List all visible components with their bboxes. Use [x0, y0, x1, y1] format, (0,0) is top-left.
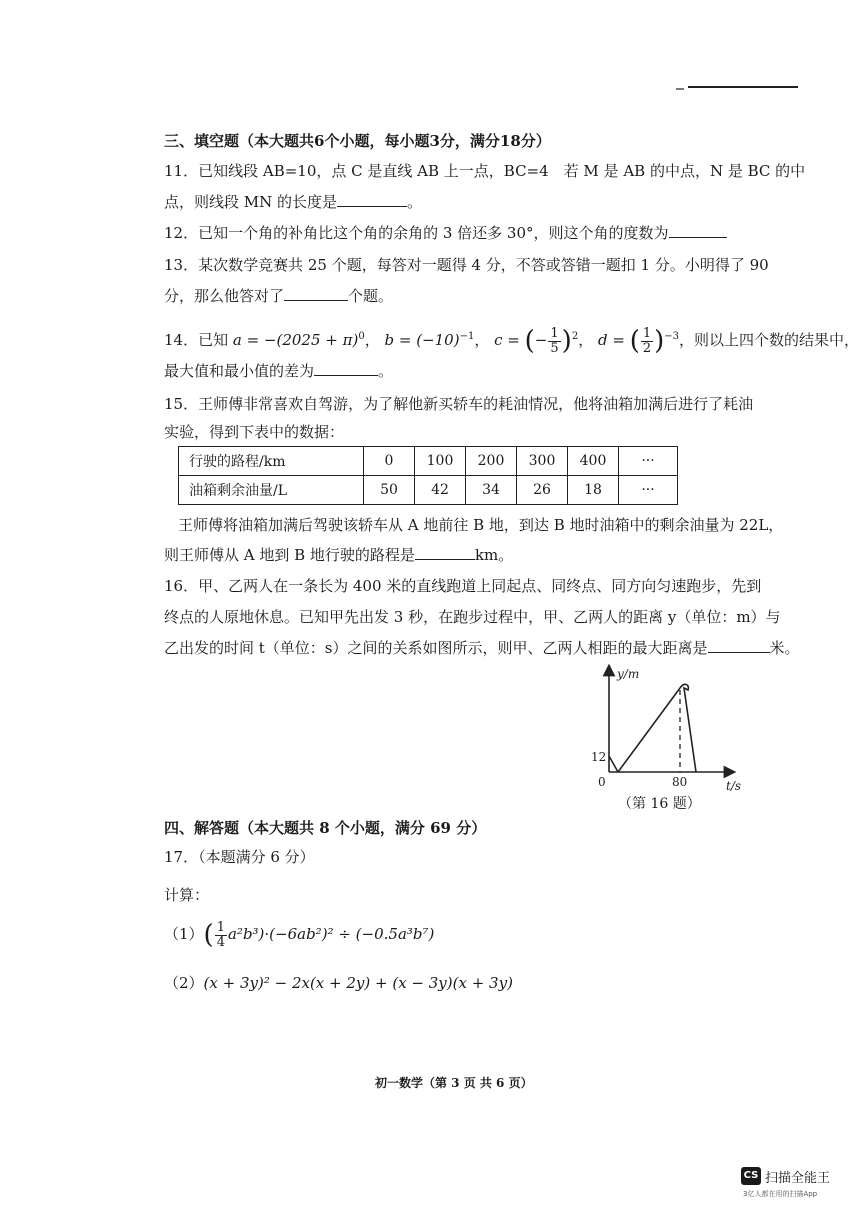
- q13-line2-end: 个题。: [348, 287, 394, 305]
- q15-data-table: [178, 446, 678, 505]
- q14-c-sign: −: [534, 331, 548, 349]
- q16-x-label: t/s: [726, 779, 742, 793]
- q17-part1-expression: a²b³)·(−6ab²)² ÷ (−0.5a³b⁷): [227, 925, 435, 943]
- q13-line1: 13．某次数学竞赛共 25 个题，每答对一题得 4 分，不答或答错一题扣 1 分。小明得了 90: [164, 256, 769, 274]
- q14-suffix: ，则以上四个数的结果中，: [679, 331, 860, 349]
- table-cell: ···: [619, 476, 678, 505]
- q11-line2-end: 。: [407, 193, 423, 211]
- q14-line2: [164, 360, 393, 382]
- table-cell: 26: [517, 476, 568, 505]
- q16-origin-label: 0: [598, 775, 606, 789]
- q12-answer-blank[interactable]: [669, 223, 727, 238]
- table-cell: 200: [466, 447, 517, 476]
- table-cell: 300: [517, 447, 568, 476]
- q14-c-lhs: c =: [494, 331, 520, 349]
- section3-title: 三、填空题（本大题共6个小题，每小题3分，满分18分）: [164, 132, 551, 150]
- table-cell: 18: [568, 476, 619, 505]
- q16-caption: （第 16 题）: [618, 796, 701, 812]
- q14-c-exp: 2: [571, 331, 579, 342]
- q14-a-exp: 0: [358, 331, 365, 342]
- q17-part1-label: （1）: [164, 925, 204, 943]
- q11-line1: 11．已知线段 AB=10，点 C 是直线 AB 上一点，BC=4 若 M 是 AB 的中点，N 是 BC 的中: [164, 162, 806, 180]
- table-header-distance: 行驶的路程/km: [179, 447, 364, 476]
- q15-line1: 15．王师傅非常喜欢自驾游，为了解他新买轿车的耗油情况，他将油箱加满后进行了耗油: [164, 395, 754, 413]
- q16-line3-text: 乙出发的时间 t（单位：s）之间的关系如图所示，则甲、乙两人相距的最大距离是: [164, 639, 708, 657]
- q16-line1: 16．甲、乙两人在一条长为 400 米的直线跑道上同起点、同终点、同方向匀速跑步，先到: [164, 577, 762, 595]
- q15-line4-text: 则王师傅从 A 地到 B 地行驶的路程是: [164, 546, 415, 564]
- table-cell: 34: [466, 476, 517, 505]
- q15-line4-end: km。: [474, 546, 514, 564]
- q14-prefix: 14．已知: [164, 331, 229, 349]
- q16-line3-end: 米。: [769, 639, 800, 657]
- q11-answer-blank[interactable]: [337, 192, 407, 207]
- q13-answer-blank[interactable]: [284, 286, 348, 301]
- q16-y-label: y/m: [617, 667, 640, 681]
- q14-b-expr: b = (−10): [384, 331, 460, 349]
- q17-part1-fraction: $\frac{1}{4}$: [216, 919, 225, 950]
- section4-title: 四、解答题（本大题共 8 个小题，满分 69 分）: [164, 819, 487, 837]
- table-cell: 50: [364, 476, 415, 505]
- q17-part1: （1）( $\frac{1}{4}$ a²b³)·(−6ab²)² ÷ (−0.5a³b⁷): [164, 919, 435, 950]
- q13-line2: [164, 285, 393, 307]
- q15-line2: 实验，得到下表中的数据：: [164, 423, 345, 441]
- q14-d-lhs: d =: [597, 331, 625, 349]
- q14-b-exp: −1: [459, 331, 475, 342]
- table-cell: 400: [568, 447, 619, 476]
- q16-segment-2: [618, 688, 680, 772]
- table-cell: 42: [415, 476, 466, 505]
- q17-part2-expression: (x + 3y)² − 2x(x + 2y) + (x − 3y)(x + 3y): [203, 974, 513, 992]
- q17-instruction: 计算：: [164, 886, 210, 904]
- q13-line2-text: 分，那么他答对了: [164, 287, 285, 305]
- table-row: [179, 447, 678, 476]
- q15-answer-blank[interactable]: [415, 545, 475, 560]
- scanner-app-name: 扫描全能王: [765, 1171, 831, 1186]
- q14-line2-end: 。: [378, 362, 394, 380]
- q17-header: 17．（本题满分 6 分）: [164, 848, 315, 866]
- q16-segment-3: [680, 684, 696, 772]
- q16-segment-1: [609, 756, 618, 772]
- q11-line2: [164, 191, 422, 213]
- q12-line: [164, 222, 727, 244]
- table-cell: 0: [364, 447, 415, 476]
- q14-c-fraction: $\frac{1}{5}$: [550, 325, 559, 356]
- q16-y-tick-label: 12: [591, 750, 607, 764]
- top-rule-dash: [676, 88, 684, 90]
- scanner-tagline: 3亿人都在用的扫描App: [743, 1190, 818, 1198]
- q14-line1: 14．已知 $a = -(2025 + \pi)^0$， $b = (-10)^{-1}$， c = (− $\frac{1}{5}$ )$^2$， d = ( $\frac{1}{2}$ )$^{-3}$，则以上四个数的结果中，: [164, 325, 860, 356]
- q16-line2: 终点的人原地休息。已知甲先出发 3 秒，在跑步过程中，甲、乙两人的距离 y（单位：m）与: [164, 608, 781, 626]
- q14-d-fraction: $\frac{1}{2}$: [642, 325, 652, 356]
- scanner-logo-icon: CS: [741, 1167, 761, 1185]
- q16-answer-blank[interactable]: [708, 638, 770, 653]
- q17-part2: [164, 972, 513, 994]
- table-cell: ···: [619, 447, 678, 476]
- q17-part2-label: （2）: [164, 974, 204, 992]
- table-cell: 100: [415, 447, 466, 476]
- q14-d-exp: −3: [664, 331, 680, 342]
- q14-answer-blank[interactable]: [314, 361, 378, 376]
- q15-line4: [164, 544, 513, 566]
- table-row: [179, 476, 678, 505]
- q16-line3: [164, 637, 800, 659]
- q11-line2-text: 点，则线段 MN 的长度是: [164, 193, 338, 211]
- q14-a-expr: a = −(2025 + π): [232, 331, 359, 349]
- top-rule: [688, 86, 798, 88]
- q15-line3: 王师傅将油箱加满后驾驶该轿车从 A 地前往 B 地，到达 B 地时油箱中的剩余油量为 22L，: [178, 516, 784, 534]
- q16-graph: [580, 660, 760, 795]
- q12-text: 12．已知一个角的补角比这个角的余角的 3 倍还多 30°，则这个角的度数为: [164, 224, 669, 242]
- q16-x-tick-label: 80: [672, 775, 688, 789]
- q14-line2-text: 最大值和最小值的差为: [164, 362, 315, 380]
- page-footer: 初一数学（第 3 页 共 6 页）: [375, 1076, 533, 1090]
- table-header-fuel: 油箱剩余油量/L: [179, 476, 364, 505]
